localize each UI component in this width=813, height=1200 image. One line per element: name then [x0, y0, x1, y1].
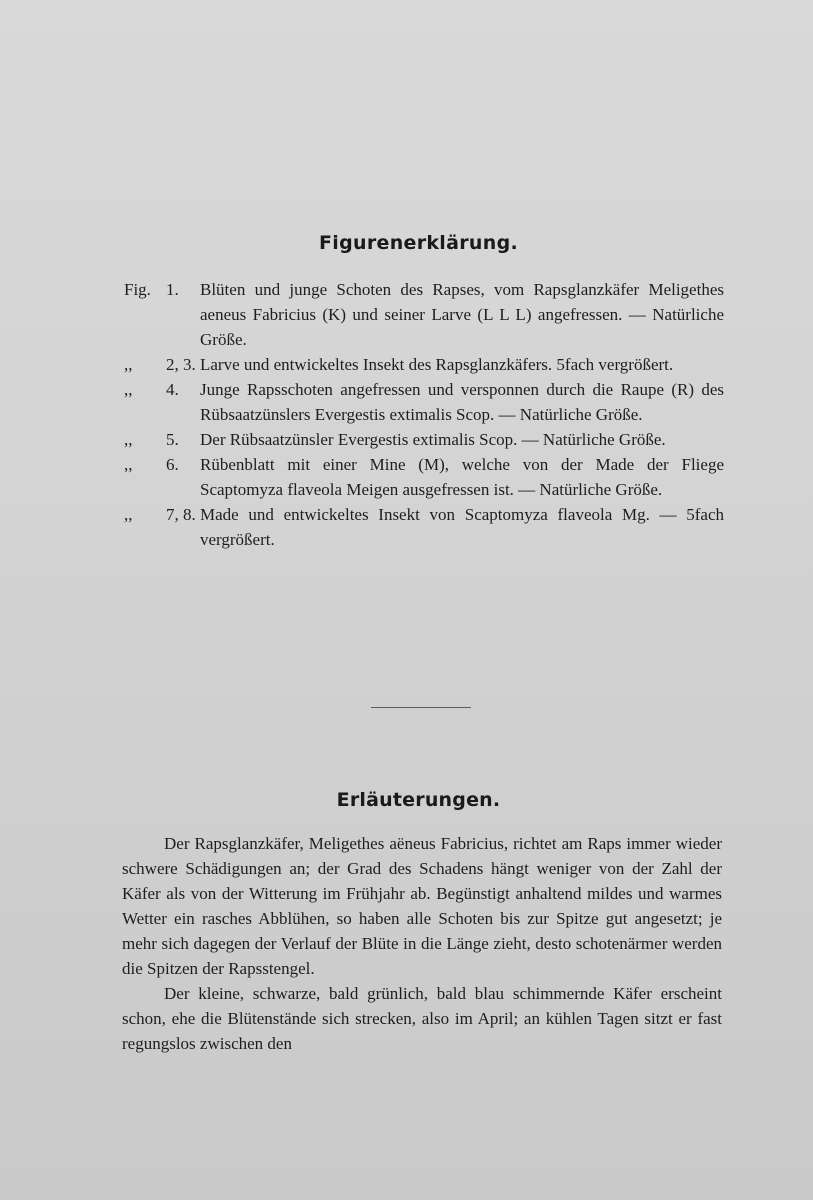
legend-entry-2-3 — [124, 352, 724, 377]
section-divider — [371, 707, 471, 708]
legend-number: 5. — [166, 430, 179, 449]
explanation-paragraph: Der Rapsglanzkäfer, Meligethes aëneus Fabricius, richtet am Raps immer wieder schwere Schädigungen an; der Grad des Schadens hängt weniger von der Zahl der Käfer als von der Witterung im Frühjahr ab. Begünstigt anhaltend mildes und warmes Wetter ein rasches Abblühen, so haben alle Schoten bis zur Spitze gut angesetzt; je mehr sich dagegen der Verlauf der Blüte in die Länge zieht, desto schotenärmer werden die Spitzen der Rapsstengel. — [122, 834, 722, 978]
legend-prefix: ,, — [124, 355, 133, 374]
legend-number: 7, 8. — [166, 505, 196, 524]
legend-text: Rübenblatt mit einer Mine (M), welche von der Made der Fliege Scaptomyza flaveola Meigen ausgefressen ist. — Natürliche Größe. — [200, 455, 724, 499]
legend-text: Made und entwickeltes Insekt von Scaptomyza flaveola Mg. — 5fach vergrößert. — [200, 505, 724, 549]
legend-prefix: ,, — [124, 455, 133, 474]
legend-text: Blüten und junge Schoten des Rapses, vom Rapsglanzkäfer Meligethes aeneus Fabricius (K) und seiner Larve (L L L) angefressen. — Natürliche Größe. — [200, 280, 724, 349]
legend-prefix: ,, — [124, 505, 133, 524]
legend-number: 2, 3. — [166, 355, 196, 374]
legend-prefix: Fig. — [124, 280, 151, 299]
legend-prefix: ,, — [124, 430, 133, 449]
explanations-title: Erläuterungen. — [336, 789, 501, 811]
legend-entry-5 — [124, 427, 724, 452]
legend-text: Der Rübsaatzünsler Evergestis extimalis Scop. — Natürliche Größe. — [200, 430, 666, 449]
legend-number: 4. — [166, 380, 179, 399]
legend-text: Junge Rapsschoten angefressen und versponnen durch die Raupe (R) des Rübsaatzünslers Evergestis extimalis Scop. — Natürliche Größe. — [200, 380, 724, 424]
legend-entry-4 — [124, 377, 724, 427]
legend-number: 1. — [166, 280, 179, 299]
legend-number: 6. — [166, 455, 179, 474]
figure-legend-title: Figurenerklärung. — [319, 232, 518, 254]
explanation-paragraph: Der kleine, schwarze, bald grünlich, bald blau schimmernde Käfer erscheint schon, ehe die Blütenstände sich strecken, also im April; an kühlen Tagen sitzt er fast regungslos zwischen den — [122, 984, 722, 1053]
legend-entry-1 — [124, 277, 724, 352]
explanations-body — [122, 831, 722, 1056]
legend-prefix: ,, — [124, 380, 133, 399]
legend-entry-7-8 — [124, 502, 724, 552]
figure-legend — [124, 277, 724, 552]
legend-text: Larve und entwickeltes Insekt des Rapsglanzkäfers. 5fach vergrößert. — [200, 355, 674, 374]
legend-entry-6 — [124, 452, 724, 502]
